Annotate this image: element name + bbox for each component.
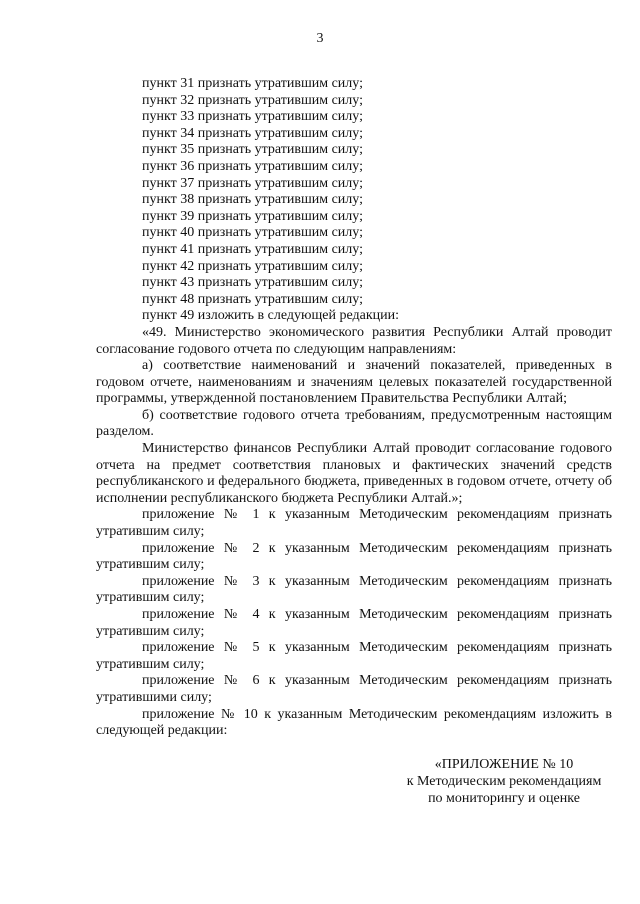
paragraph: приложение № 4 к указанным Методическим рекомендациям признать утратившим силу;: [96, 607, 612, 639]
appendix-header: [96, 756, 612, 807]
list-item: пункт 39 признать утратившим силу;: [142, 208, 363, 224]
list-item: пункт 36 признать утратившим силу;: [142, 158, 363, 174]
appendix-title: «ПРИЛОЖЕНИЕ № 10: [434, 756, 574, 772]
paragraph: приложение № 2 к указанным Методическим рекомендациям признать утратившим силу;: [96, 540, 612, 573]
list-item: пункт 38 признать утратившим силу;: [142, 192, 363, 208]
list-item: пункт 37 признать утратившим силу;: [142, 175, 363, 191]
list-item: пункт 32 признать утратившим силу;: [142, 92, 363, 108]
list-item: пункт 33 признать утратившим силу;: [142, 109, 363, 125]
paragraph: приложение № 10 к указанным Методическим рекомендациям изложить в следующей редакции:: [96, 706, 612, 739]
list-item: пункт 40 признать утратившим силу;: [142, 225, 363, 241]
list-item: пункт 49 изложить в следующей редакции:: [142, 308, 399, 324]
list-item: пункт 41 признать утратившим силу;: [142, 241, 363, 257]
paragraph: а) соответствие наименований и значений показателей, приведенных в годовом отчете, наименованиям и значениям целевых показателей государственной программы, утвержденной постановлением Правительства Республики Алтай;: [96, 358, 612, 407]
repealed-items-list: [96, 76, 612, 325]
list-item: пункт 48 признать утратившим силу;: [142, 291, 363, 307]
list-item: пункт 35 признать утратившим силу;: [142, 142, 363, 158]
paragraph: Министерство финансов Республики Алтай проводит согласование годового отчета на предмет соответствия плановых и фактических значений средств республиканского и федерального бюджета, приведенных в годовом отчете, отчету об исполнении республиканского бюджета Республики Алтай.»;: [96, 441, 612, 506]
paragraph: приложение № 6 к указанным Методическим рекомендациям признать утратившими силу;: [96, 673, 612, 705]
appendix-subtitle: по мониторингу и оценке: [428, 790, 580, 806]
list-item: пункт 43 признать утратившим силу;: [142, 275, 363, 291]
page-number: 3: [316, 31, 324, 46]
paragraph: приложение № 5 к указанным Методическим рекомендациям признать утратившим силу;: [96, 640, 612, 672]
list-item: пункт 31 признать утратившим силу;: [142, 76, 363, 91]
appendix-subtitle: к Методическим рекомендациям: [406, 773, 602, 789]
paragraph: б) соответствие годового отчета требованиям, предусмотренным настоящим разделом.: [96, 407, 612, 440]
list-item: пункт 34 признать утратившим силу;: [142, 125, 363, 141]
paragraph: «49. Министерство экономического развития Республики Алтай проводит согласование годового отчета по следующим направлениям:: [96, 324, 612, 357]
paragraph: приложение № 3 к указанным Методическим рекомендациям признать утратившим силу;: [96, 573, 612, 606]
paragraph: приложение № 1 к указанным Методическим рекомендациям признать утратившим силу;: [96, 507, 612, 540]
document-body: [96, 76, 612, 740]
list-item: пункт 42 признать утратившим силу;: [142, 258, 363, 274]
